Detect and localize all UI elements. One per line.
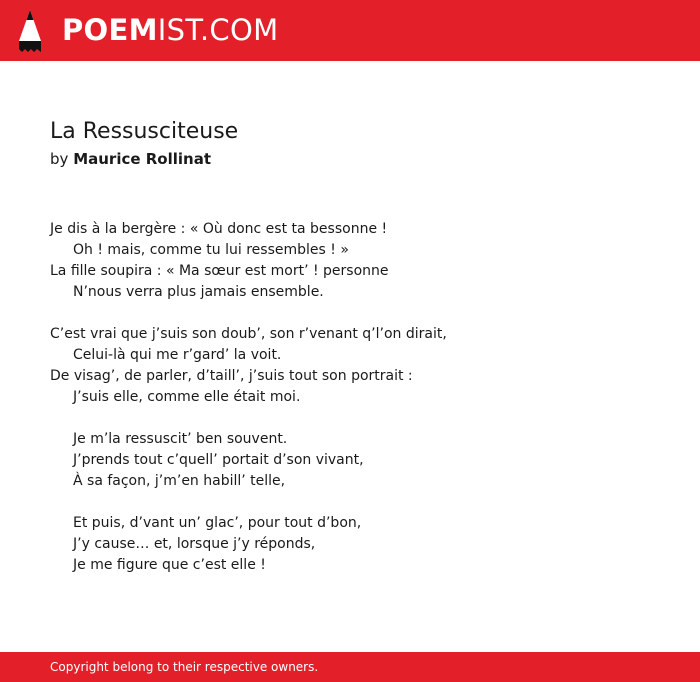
logo-light-part: IST.COM: [157, 13, 279, 47]
site-header: [0, 0, 700, 61]
poem-line: C’est vrai que j’suis son doub’, son r’venant q’l’on dirait,: [50, 326, 447, 342]
poem-title: La Ressusciteuse: [50, 119, 239, 144]
poem-line: Je dis à la bergère : « Où donc est ta bessonne !: [50, 221, 388, 237]
poem-line: Je me figure que c’est elle !: [73, 557, 266, 573]
poem-stanza: [50, 324, 670, 408]
poem-line: J’suis elle, comme elle était moi.: [73, 389, 301, 405]
poem-line: Oh ! mais, comme tu lui ressembles ! »: [73, 242, 349, 258]
poem-line: De visag’, de parler, d’taill’, j’suis tout son portrait :: [50, 368, 413, 384]
poem-line: N’nous verra plus jamais ensemble.: [73, 284, 324, 300]
poem-stanza: [50, 219, 670, 303]
poem-author: Maurice Rollinat: [73, 150, 211, 168]
poem-line: Et puis, d’vant un’ glac’, pour tout d’bon,: [73, 515, 362, 531]
logo-bold-part: POEM: [62, 13, 158, 47]
poem-line: À sa façon, j’m’en habill’ telle,: [73, 473, 286, 489]
poem-line: La fille soupira : « Ma sœur est mort’ ! personne: [50, 263, 389, 279]
poem-stanza: [50, 429, 670, 492]
site-logo-text[interactable]: [62, 13, 278, 47]
poem-stanza: [50, 513, 670, 576]
copyright-notice: Copyright belong to their respective owners.: [50, 660, 319, 674]
poem-body: [50, 219, 670, 597]
poem-line: Je m’la ressuscit’ ben souvent.: [73, 431, 288, 447]
byline-prefix: by: [50, 150, 69, 168]
poem-line: J’y cause… et, lorsque j’y réponds,: [73, 536, 316, 552]
poem-line: Celui-là qui me r’gard’ la voit.: [73, 347, 282, 363]
poem-byline: [50, 149, 211, 169]
site-footer: [0, 652, 700, 682]
pencil-logo-icon[interactable]: [16, 9, 44, 53]
poem-line: J’prends tout c’quell’ portait d’son vivant,: [73, 452, 364, 468]
